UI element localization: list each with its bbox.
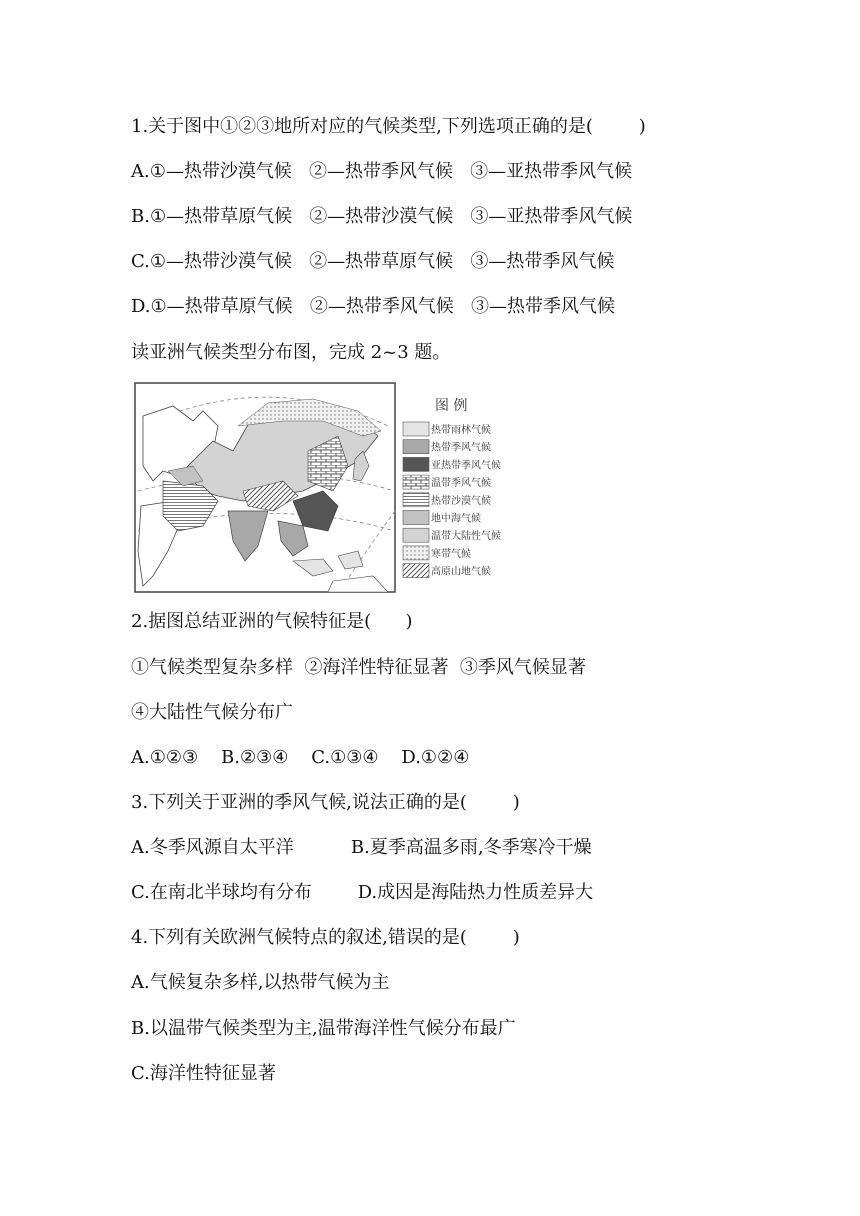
legend-swatch [403, 528, 429, 542]
legend-swatch [403, 457, 429, 471]
q1-option-b: B.①—热带草原气候 ②—热带沙漠气候 ③—亚热带季风气候 [131, 206, 633, 227]
q2-statements-line2: ④大陆性气候分布广 [131, 702, 293, 723]
q4-option-c: C.海洋性特征显著 [131, 1063, 276, 1084]
asia-climate-map [133, 381, 523, 594]
q1-option-c: C.①—热带沙漠气候 ②—热带草原气候 ③—热带季风气候 [131, 251, 615, 272]
q2-statements-line1: ①气候类型复杂多样 ②海洋性特征显著 ③季风气候显著 [131, 657, 586, 678]
q3-options-row1: A.冬季风源自太平洋 B.夏季高温多雨,冬季寒冷干燥 [131, 837, 592, 858]
legend-label: 热带季风气候 [431, 442, 491, 454]
legend-label: 热带沙漠气候 [431, 495, 491, 507]
legend-label: 温带季风气候 [431, 478, 491, 490]
q2-stem: 2.据图总结亚洲的气候特征是( ) [131, 611, 413, 632]
legend-swatch [403, 564, 429, 578]
q3-options-row2: C.在南北半球均有分布 D.成因是海陆热力性质差异大 [131, 882, 594, 903]
q2-options: A.①②③ B.②③④ C.①③④ D.①②④ [131, 747, 470, 768]
figure-intro: 读亚洲气候类型分布图，完成 2~3 题。 [131, 342, 451, 363]
legend-swatch [403, 511, 429, 525]
legend-list [403, 422, 501, 578]
q1-option-d: D.①—热带草原气候 ②—热带季风气候 ③—热带季风气候 [131, 296, 615, 317]
q1-option-a: A.①—热带沙漠气候 ②—热带季风气候 ③—亚热带季风气候 [131, 161, 633, 182]
q3-stem: 3.下列关于亚洲的季风气候,说法正确的是( ) [131, 792, 520, 813]
legend-label: 热带雨林气候 [431, 425, 491, 436]
legend-label: 亚热带季风气候 [431, 460, 501, 472]
legend-label: 地中海气候 [431, 513, 481, 525]
legend-swatch [403, 440, 429, 454]
legend-swatch [403, 475, 429, 489]
legend-swatch [403, 493, 429, 507]
q1-stem: 1.关于图中①②③地所对应的气候类型,下列选项正确的是( ) [131, 116, 646, 137]
legend-title: 图 例 [435, 398, 468, 414]
legend-swatch [403, 546, 429, 560]
legend-label: 高原山地气候 [431, 566, 491, 578]
q4-option-b: B.以温带气候类型为主,温带海洋性气候分布最广 [131, 1018, 516, 1039]
legend-swatch [403, 422, 429, 436]
q4-stem: 4.下列有关欧洲气候特点的叙述,错误的是( ) [131, 927, 520, 948]
q4-option-a: A.气候复杂多样,以热带气候为主 [131, 972, 390, 993]
legend-label: 温带大陆性气候 [431, 531, 501, 543]
legend-label: 寒带气候 [431, 548, 471, 560]
